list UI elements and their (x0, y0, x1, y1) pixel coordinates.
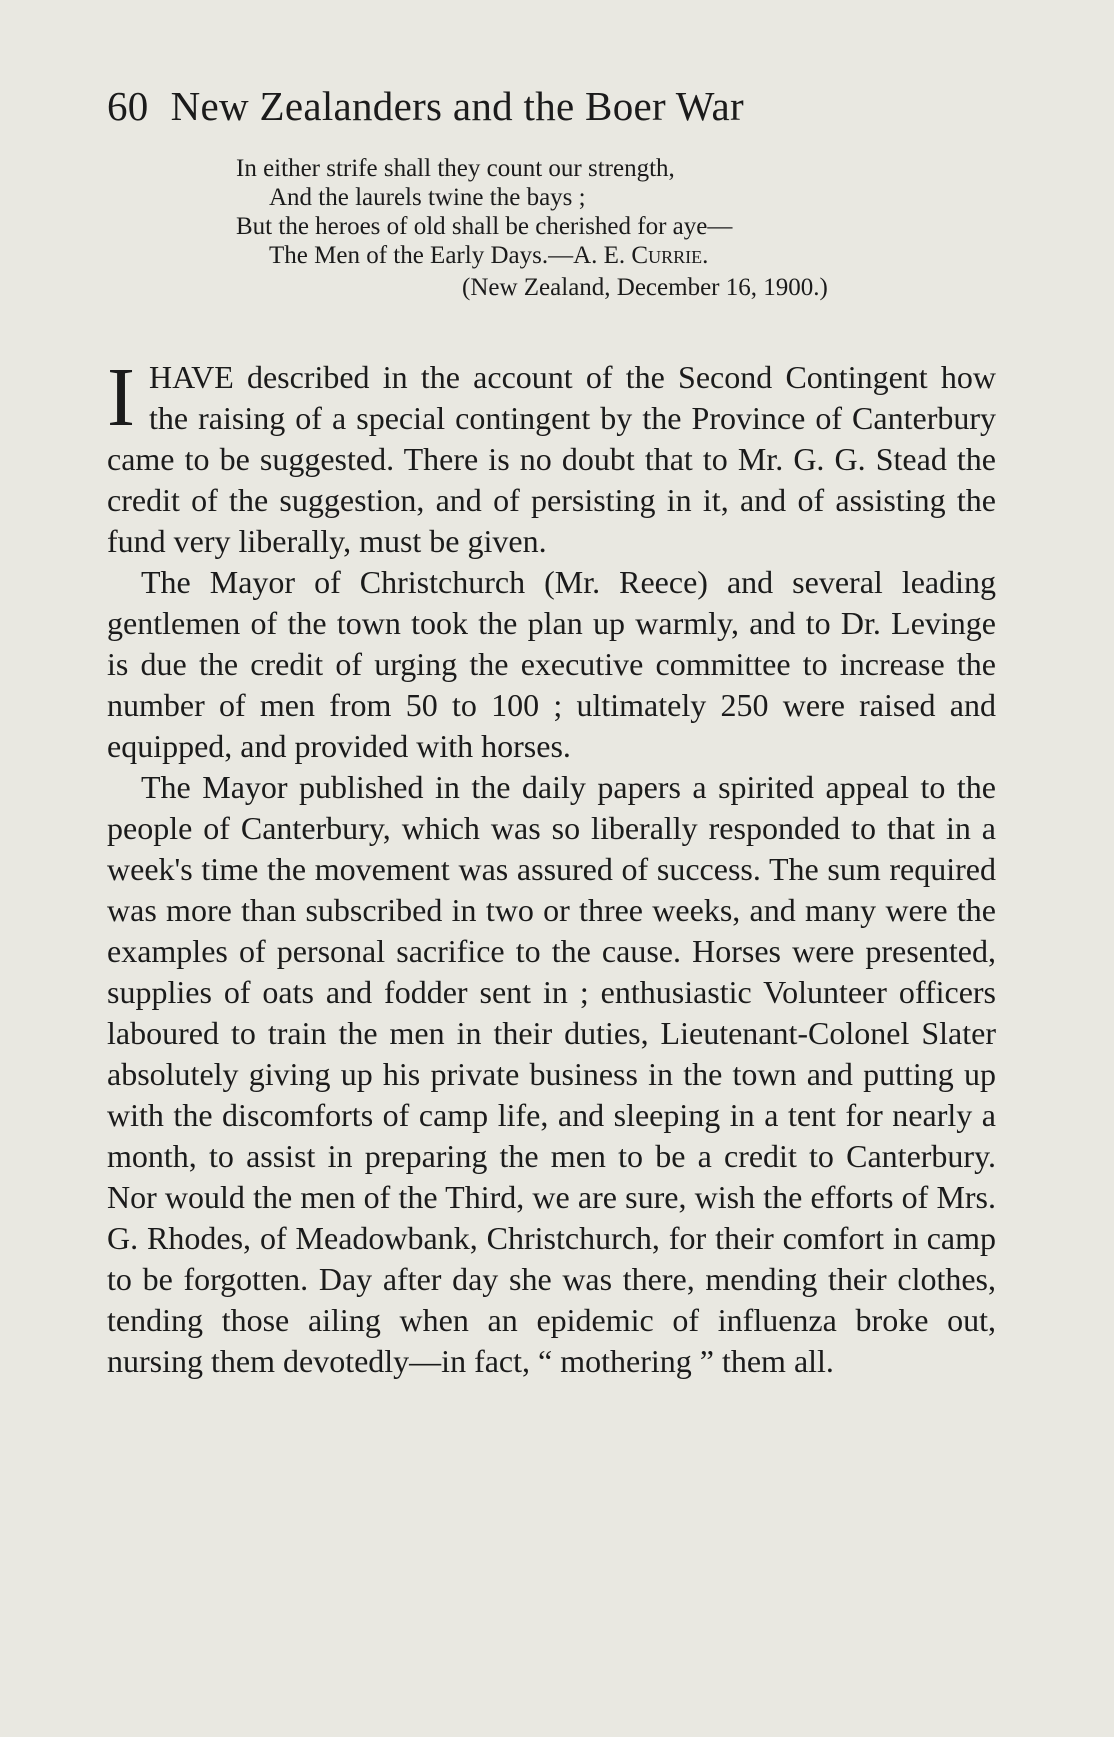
running-title: New Zealanders and the Boer War (170, 83, 744, 129)
main-text (107, 351, 996, 1382)
drop-cap: I (107, 351, 135, 444)
epigraph-author: Currie. (631, 242, 709, 269)
epigraph-poem (236, 154, 956, 302)
epigraph-source: (New Zealand, December 16, 1900.) (462, 274, 828, 301)
page-number: 60 (107, 83, 149, 129)
page-header (107, 82, 927, 130)
paragraph: The Mayor published in the daily papers a spirited appeal to the people of Canterbury, which was so liberally responded to that in a week's time the movement was assured of success. The sum required was more than subscribed in two or three weeks, and many were the examples of personal sacrifice to the cause. Horses were presented, supplies of oats and fodder sent in ; enthusiastic Volunteer officers laboured to train the men in their duties, Lieutenant-Colonel Slater absolutely giving up his private business in the town and putting up with the discomforts of camp life, and sleeping in a tent for nearly a month, to assist in preparing the men to be a credit to Canterbury. Nor would the men of the Third, we are sure, wish the efforts of Mrs. G. Rhodes, of Meadowbank, Christchurch, for their comfort in camp to be forgotten. Day after day she was there, mending their clothes, tending those ailing when an epidemic of influenza broke out, nursing them devotedly—in fact, “ mothering ” them all. (107, 769, 996, 1379)
epigraph-line: And the laurels twine the bays ; (269, 184, 586, 211)
epigraph-attribution (236, 241, 956, 270)
epigraph-line: The Men of the Early Days.—A. E. (269, 242, 632, 269)
paragraph (107, 351, 996, 562)
epigraph-line: In either strife shall they count our strength, (236, 155, 675, 182)
epigraph-line: But the heroes of old shall be cherished for aye— (236, 213, 733, 240)
paragraph-text: HAVE described in the account of the Second Contingent how the raising of a special contingent by the Province of Canterbury came to be suggested. There is no doubt that to Mr. G. G. Stead the credit of the suggestion, and of persisting in it, and of assisting the fund very liberally, must be given. (107, 359, 996, 559)
paragraph: The Mayor of Christchurch (Mr. Reece) and several leading gentlemen of the town took the plan up warmly, and to Dr. Levinge is due the credit of urging the executive committee to increase the number of men from 50 to 100 ; ultimately 250 were raised and equipped, and provided with horses. (107, 564, 996, 764)
